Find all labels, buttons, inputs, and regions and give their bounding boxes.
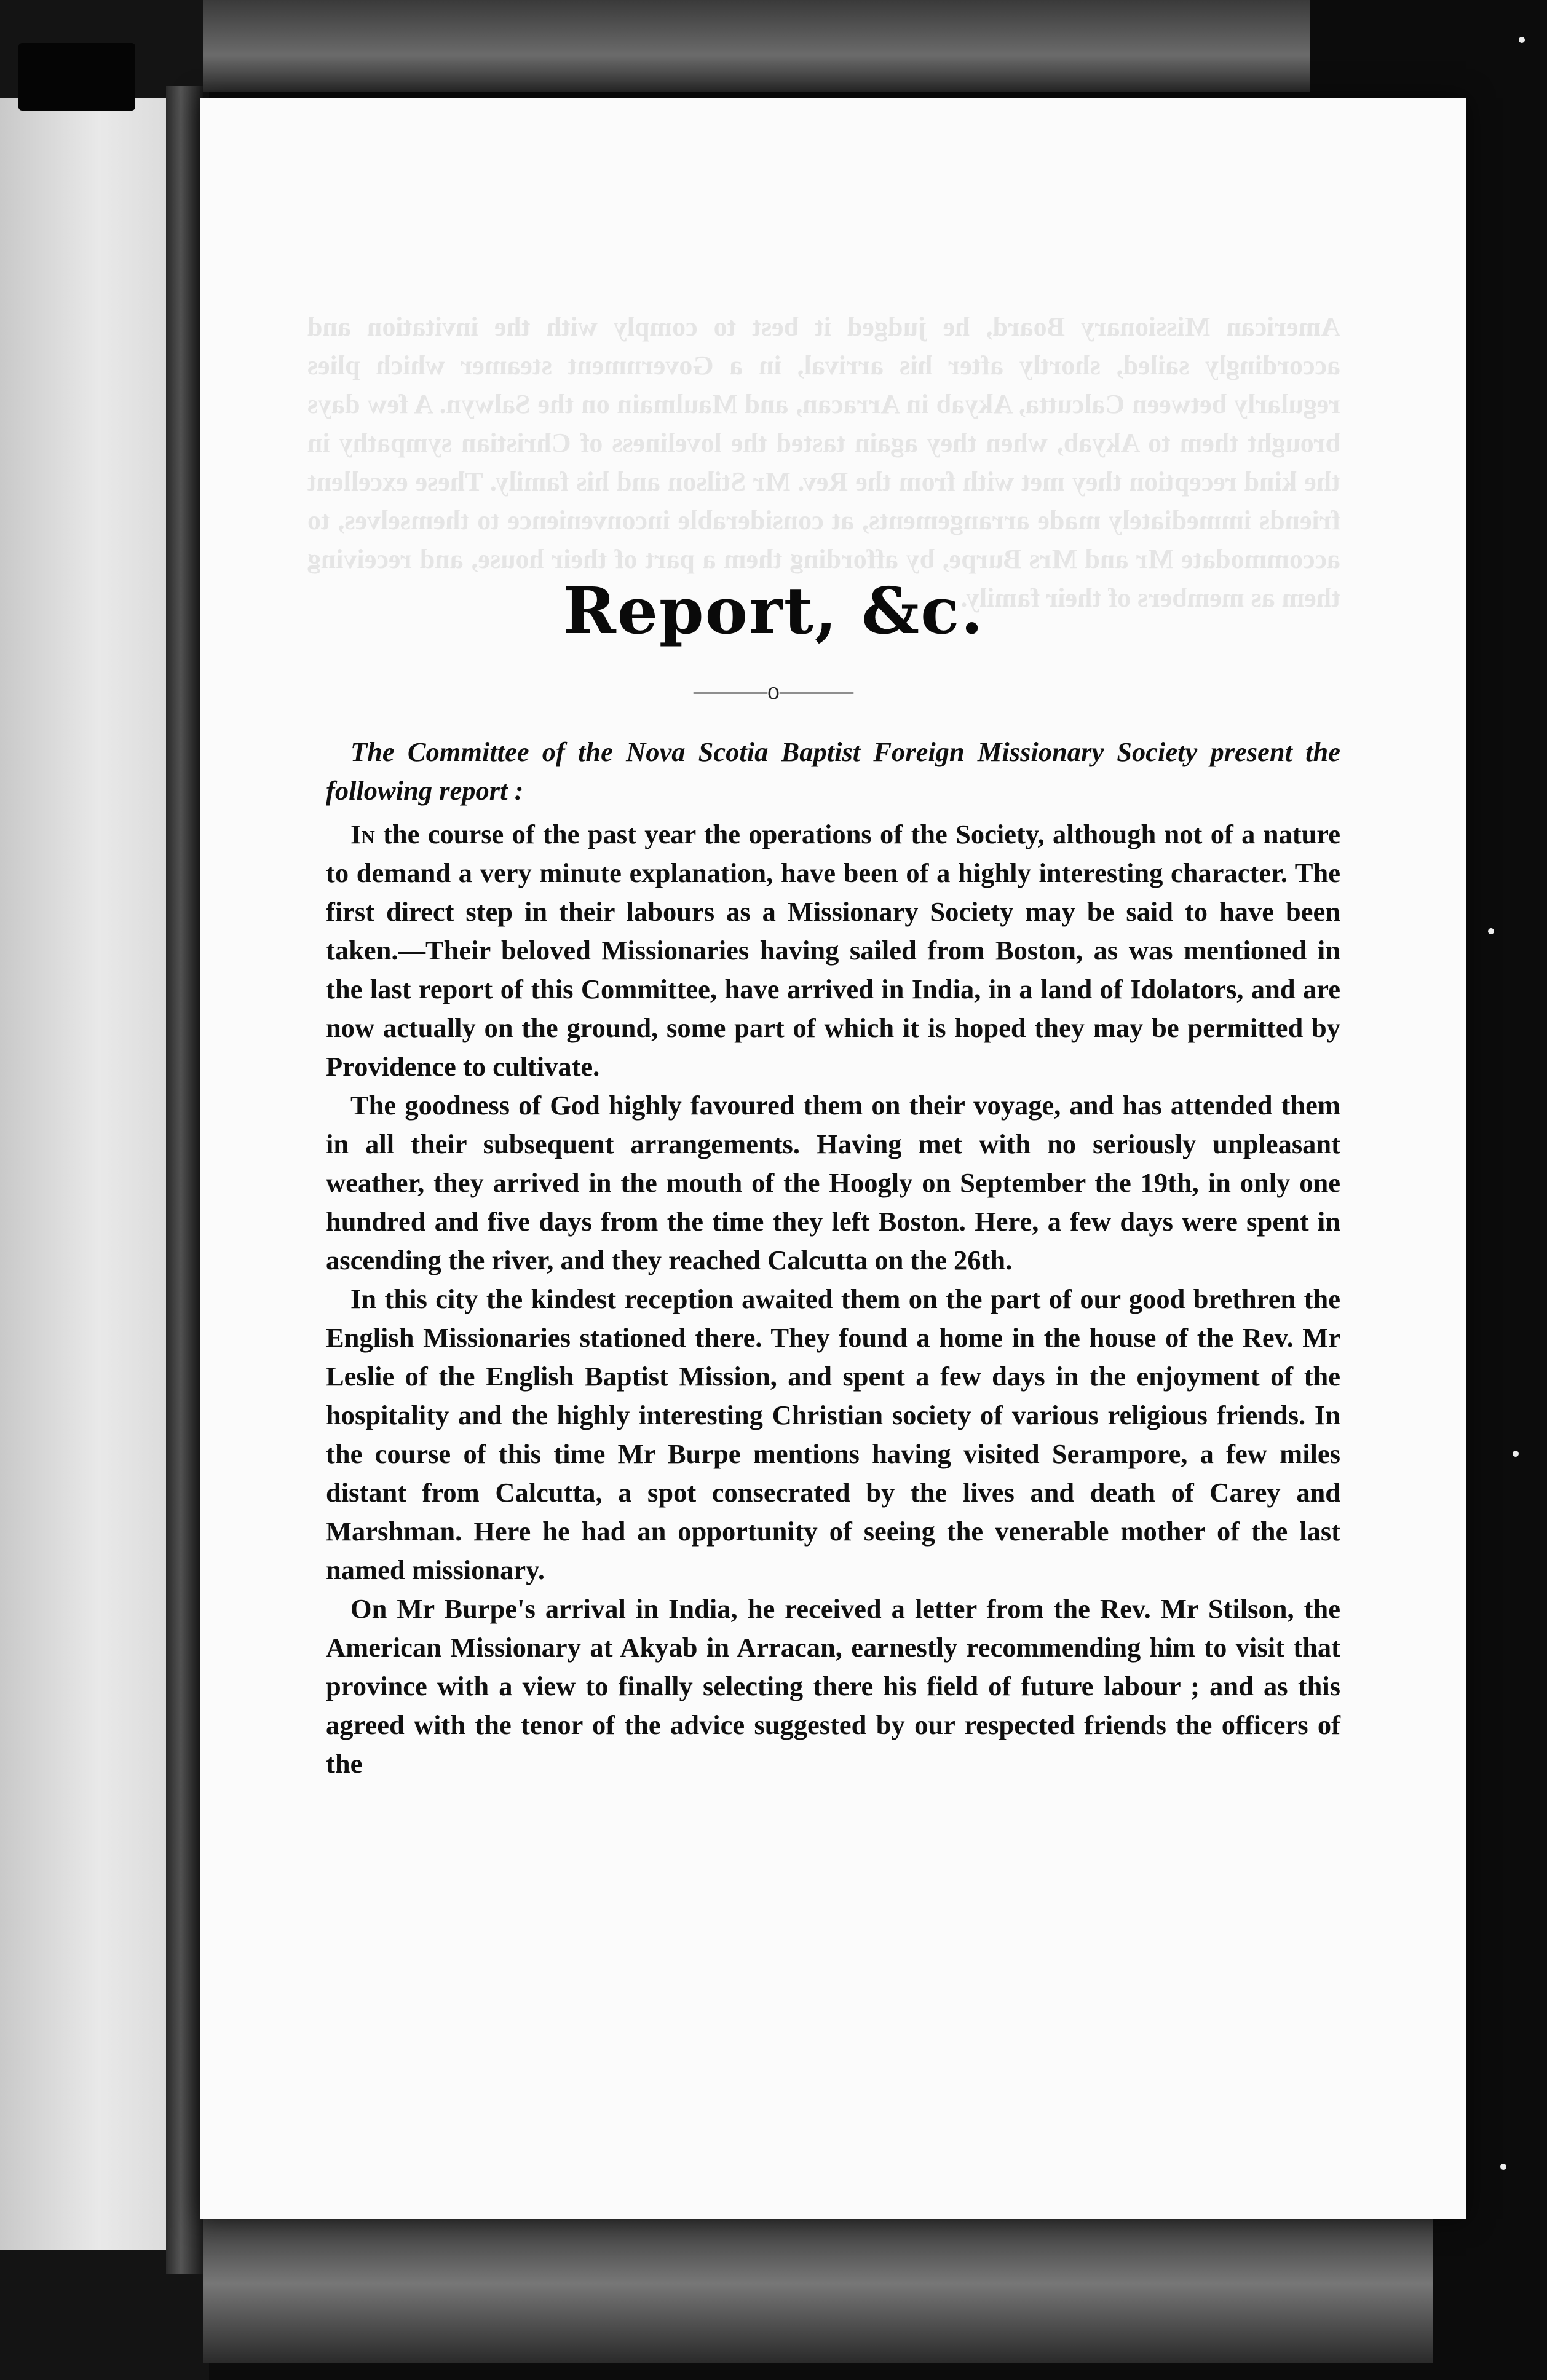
- report-body: [326, 733, 1340, 1783]
- scan-speck: [1519, 37, 1525, 43]
- scan-top-edge: [203, 0, 1310, 92]
- facing-page-edge: [0, 98, 166, 2250]
- paragraph-3: In this city the kindest reception awaited them on the part of our good brethren the English Missionaries stationed there. They found a home in the house of the Rev. Mr Leslie of the English Baptist Mission, and spent a few days in the enjoyment of the hospitality and the highly interesting Christian society of various religious friends. In the course of this time Mr Burpe mentions having visited Serampore, a few miles distant from Calcutta, a spot consecrated by the lives and death of Carey and Marshman. Here he had an opportunity of seeing the venerable mother of the last named missionary.: [326, 1283, 1340, 1585]
- scan-speck: [1500, 2164, 1506, 2170]
- scan-speck: [1488, 928, 1494, 934]
- paragraph-1: [326, 815, 1340, 1086]
- paragraph-1-text: the course of the past year the operations of the Society, although not of a nature to demand a very minute explanation, have been of a highly interesting character. The first direct step in their labours as a Missionary Society may be said to have been taken.—Their beloved Missionaries having sailed from Boston, as was mentioned in the last report of this Committee, have arrived in India, in a land of Idolators, and are now actually on the ground, some part of which it is hoped they may be permitted by Providence to cultivate.: [326, 819, 1340, 1082]
- scan-corner-mark: [18, 43, 135, 111]
- drop-word: In: [350, 819, 375, 849]
- paragraph-2: The goodness of God highly favoured them on their voyage, and has attended them in all their subsequent arrangements. Having met with no seriously unpleasant weather, they arrived in the mouth of the Hoogly on September the 19th, in only one hundred and five days from the time they left Boston. Here, a few days were spent in ascending the river, and they reached Calcutta on the 26th.: [326, 1090, 1340, 1275]
- scan-bottom-edge: [203, 2204, 1433, 2363]
- book-spine: [166, 86, 203, 2274]
- scan-speck: [1513, 1451, 1519, 1457]
- intro-line: The Committee of the Nova Scotia Baptist Foreign Missionary Society present the following report :: [326, 736, 1340, 806]
- title-ornament: ———o———: [694, 677, 853, 704]
- page-title: Report, &c.: [563, 573, 984, 648]
- paragraph-4: On Mr Burpe's arrival in India, he received a letter from the Rev. Mr Stilson, the American Missionary at Akyab in Arracan, earnestly recommending him to visit that province with a view to finally selecting there his field of future labour ; and as this agreed with the tenor of the advice suggested by our respected friends the officers of the: [326, 1593, 1340, 1779]
- bleed-through-text: American Missionary Board, he judged it best to comply with the invitation and accordingly sailed, shortly after his arrival, in a Government steamer which plies regularly between Calcutta, Akyab in Arracan, and Maulmain on the Salwyn. A few days brought them to Akyab, when they again tasted the loveliness of Christian sympathy in the kind reception they met with from the Rev. Mr Stilson and his family. These excellent friends immediately made arrangements, at considerable inconvenience to themselves, to accommodate Mr and Mrs Burpe, by affording them a part of their house, and receiving them as members of their family.: [307, 312, 1340, 613]
